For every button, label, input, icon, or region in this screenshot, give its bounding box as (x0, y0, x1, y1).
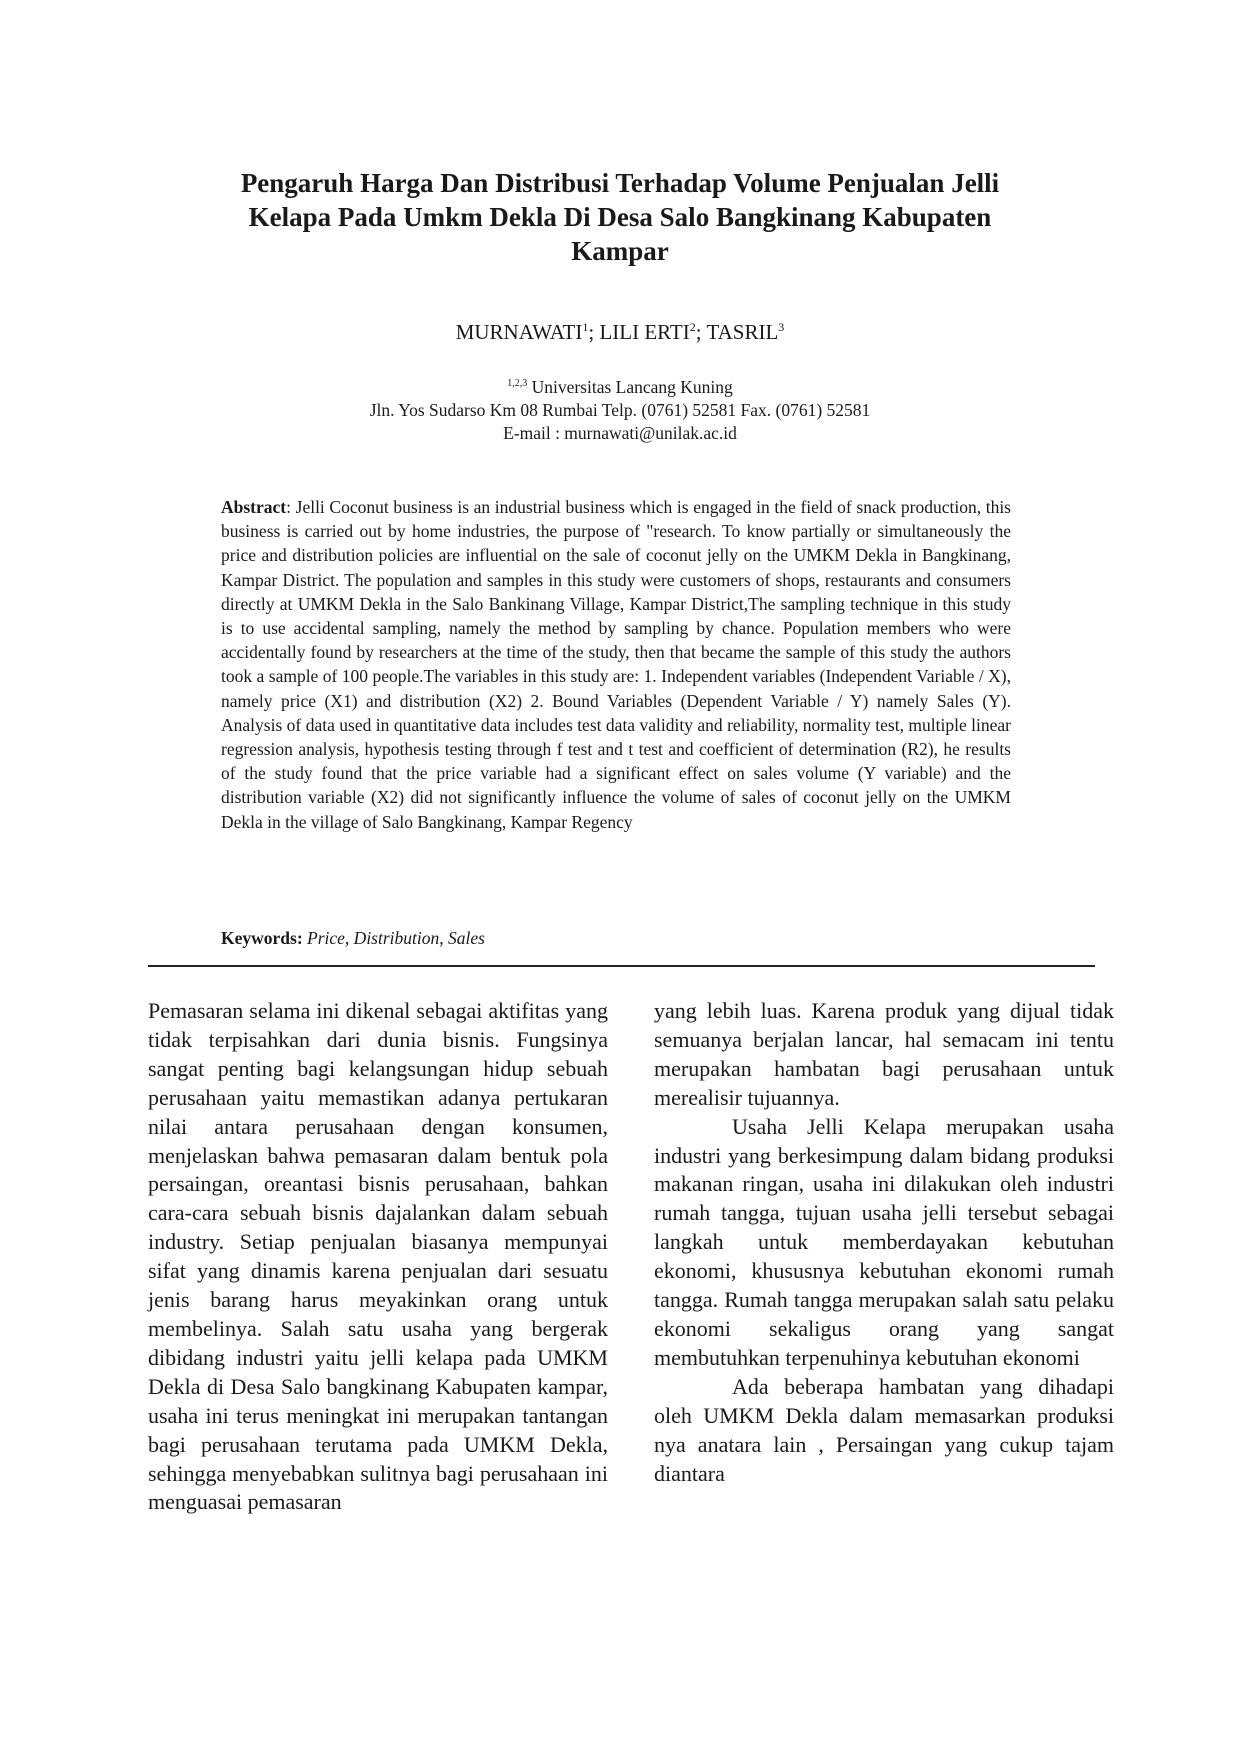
section-divider (148, 965, 1095, 967)
body-paragraph: Usaha Jelli Kelapa merupakan usaha industri yang berkesimpung dalam bidang produksi makanan ringan, usaha ini dilakukan oleh industri rumah tangga, tujuan usaha jelli tersebut sebagai langkah untuk memberdayakan kebutuhan ekonomi, khususnya kebutuhan ekonomi rumah tangga. Rumah tangga merupakan salah satu pelaku ekonomi sekaligus orang yang sangat membutuhkan terpenuhinya kebutuhan ekonomi (654, 1113, 1114, 1370)
author-affil-mark: 3 (778, 320, 785, 334)
body-paragraph: yang lebih luas. Karena produk yang dijual tidak semuanya berjalan lancar, hal semacam ini tentu merupakan hambatan bagi perusahaan untuk merealisir tujuannya. (654, 998, 1114, 1110)
body-paragraph: Ada beberapa hambatan yang dihadapi oleh UMKM Dekla dalam memasarkan produksi nya anatara lain , Persaingan yang cukup tajam diantara (654, 1373, 1114, 1486)
abstract-text: : Jelli Coconut business is an industrial business which is engaged in the field of snack production, this business is carried out by home industries, the purpose of "research. To know partially or simultaneously the price and distribution policies are influential on the sale of coconut jelly on the UMKM Dekla in Bangkinang, Kampar District. The population and samples in this study were customers of shops, restaurants and consumers directly at UMKM Dekla in the Salo Bankinang Village, Kampar District,The sampling technique in this study is to use accidental sampling, namely the method by sampling by chance. Population members who were accidentally found by researchers at the time of the study, then that became the sample of this study the authors took a sample of 100 people.The variables in this study are: 1. Independent variables (Independent Variable / X), namely price (X1) and distribution (X2) 2. Bound Variables (Dependent Variable / Y) namely Sales (Y). Analysis of data used in quantitative data includes test data validity and reliability, normality test, multiple linear regression analysis, hypothesis testing through f test and t test and coefficient of determination (R2), he results of the study found that the price variable had a significant effect on sales volume (Y variable) and the distribution variable (X2) did not significantly influence the volume of sales of coconut jelly on the UMKM Dekla in the village of Salo Bangkinang, Kampar Regency (221, 497, 1011, 832)
author-name: TASRIL (706, 320, 779, 344)
title-line-3: Kampar (571, 236, 669, 266)
author-name: LILI ERTI (599, 320, 690, 344)
abstract-label: Abstract (221, 497, 287, 517)
author-separator: ; (588, 320, 600, 344)
affiliation-mark: 1,2,3 (507, 378, 528, 389)
body-paragraph: Pemasaran selama ini dikenal sebagai aktifitas yang tidak terpisahkan dari dunia bisnis. Fungsinya sangat penting bagi kelangsungan hidup sebuah perusahaan yaitu memastikan adanya pertukaran nilai antara perusahaan dengan konsumen, menjelaskan bahwa pemasaran dalam bentuk pola persaingan, oreantasi bisnis perusahaan, bahkan cara-cara sebuah bisnis dajalankan dalam sebuah industry. Setiap penjualan biasanya mempunyai sifat yang dinamis karena penjualan dari sesuatu jenis barang harus meyakinkan orang untuk membelinya. Salah satu usaha yang bergerak dibidang industri yaitu jelli kelapa pada UMKM Dekla di Desa Salo bangkinang Kabupaten kampar, usaha ini terus meningkat ini merupakan tantangan bagi perusahaan terutama pada UMKM Dekla, sehingga menyebabkan sulitnya bagi perusahaan ini menguasai pemasaran (148, 998, 608, 1515)
author-separator: ; (695, 320, 707, 344)
paper-title (190, 166, 1050, 268)
affiliation-institution: Universitas Lancang Kuning (527, 376, 733, 397)
affiliation-email: E-mail : murnawati@unilak.ac.id (503, 422, 737, 443)
author-affil-mark: 1 (582, 320, 589, 334)
keywords (221, 928, 485, 949)
affiliation-institution-line (190, 372, 1050, 399)
title-line-1: Pengaruh Harga Dan Distribusi Terhadap Volume Penjualan Jelli (240, 168, 1000, 198)
body-right-column (654, 997, 1114, 1488)
body-left-column (148, 997, 608, 1517)
affiliation-address: Jln. Yos Sudarso Km 08 Rumbai Telp. (0761) 52581 Fax. (0761) 52581 (369, 399, 871, 420)
abstract (221, 495, 1011, 834)
affiliation-block (190, 372, 1050, 445)
author-list (190, 320, 1050, 345)
keywords-label: Keywords: (221, 928, 303, 948)
author-affil-mark: 2 (689, 320, 696, 334)
author-name: MURNAWATI (455, 320, 583, 344)
keywords-value: Price, Distribution, Sales (302, 928, 485, 948)
title-line-2: Kelapa Pada Umkm Dekla Di Desa Salo Bangkinang Kabupaten (248, 202, 992, 232)
